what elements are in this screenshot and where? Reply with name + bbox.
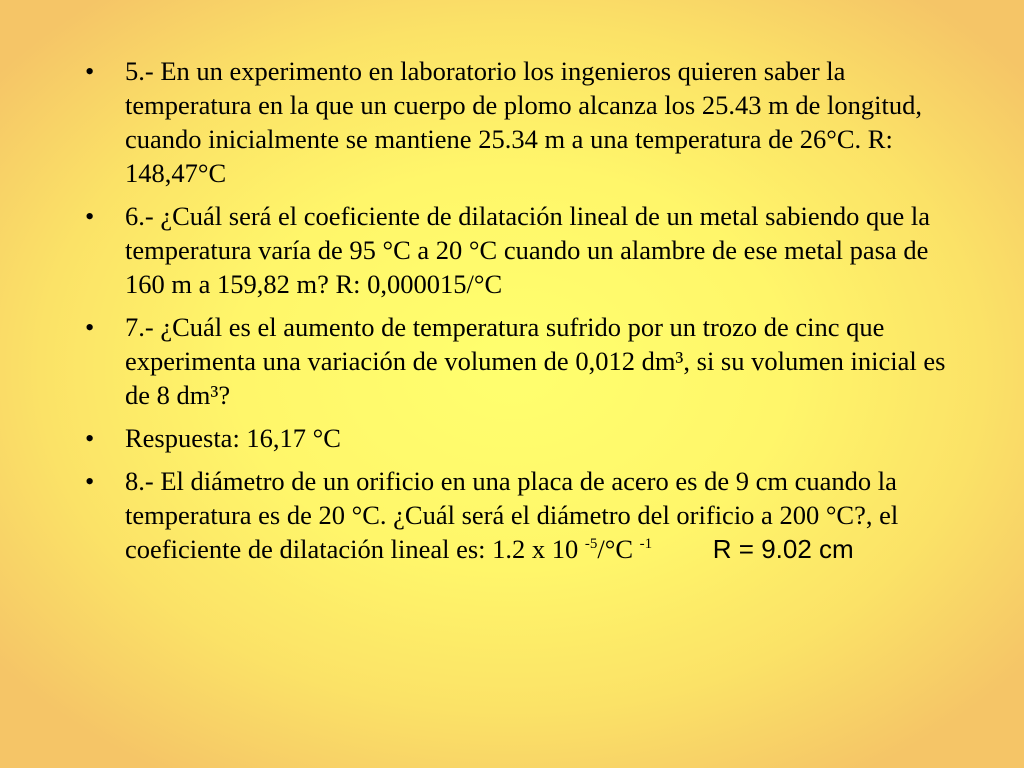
problem-7-answer-item <box>85 421 965 455</box>
problem-8-item <box>85 464 965 566</box>
problem-8-text: 8.- El diámetro de un orificio en una placa de acero es de 9 cm cuando la temperatura es de 20 °C. ¿Cuál será el diámetro del orificio a 200 °C?, el coeficiente de dilatación lineal es: 1.2 x 10 <box>125 466 899 564</box>
problem-5-item <box>85 54 965 190</box>
problem-7-item <box>85 310 965 412</box>
bullet-icon: • <box>85 423 95 453</box>
problem-6-item <box>85 199 965 301</box>
problem-7-text: 7.- ¿Cuál es el aumento de temperatura sufrido por un trozo de cinc que experimenta una variación de volumen de 0,012 dm³, si su volumen inicial es de 8 dm³? <box>125 312 946 410</box>
problem-5-text: 5.- En un experimento en laboratorio los ingenieros quieren saber la temperatura en la que un cuerpo de plomo alcanza los 25.43 m de longitud, cuando inicialmente se mantiene 25.34 m a una temperatura de 26°C. R: 148,47°C <box>125 56 922 188</box>
problem-6-text: 6.- ¿Cuál será el coeficiente de dilatación lineal de un metal sabiendo que la temperatura varía de 95 °C a 20 °C cuando un alambre de ese metal pasa de 160 m a 159,82 m? R: 0,000015/°C <box>125 201 930 299</box>
problem-list <box>85 54 965 566</box>
bullet-icon: • <box>85 56 95 86</box>
bullet-icon: • <box>85 201 95 231</box>
bullet-icon: • <box>85 312 95 342</box>
unit-per-degree: /°C <box>597 534 634 564</box>
exponent-minus-one: -1 <box>639 536 653 552</box>
exponent-minus-five: -5 <box>584 536 598 552</box>
bullet-icon: • <box>85 466 95 496</box>
slide-content <box>85 54 965 575</box>
problem-7-answer: Respuesta: 16,17 °C <box>125 423 341 453</box>
problem-8-answer: R = 9.02 cm <box>712 534 854 564</box>
